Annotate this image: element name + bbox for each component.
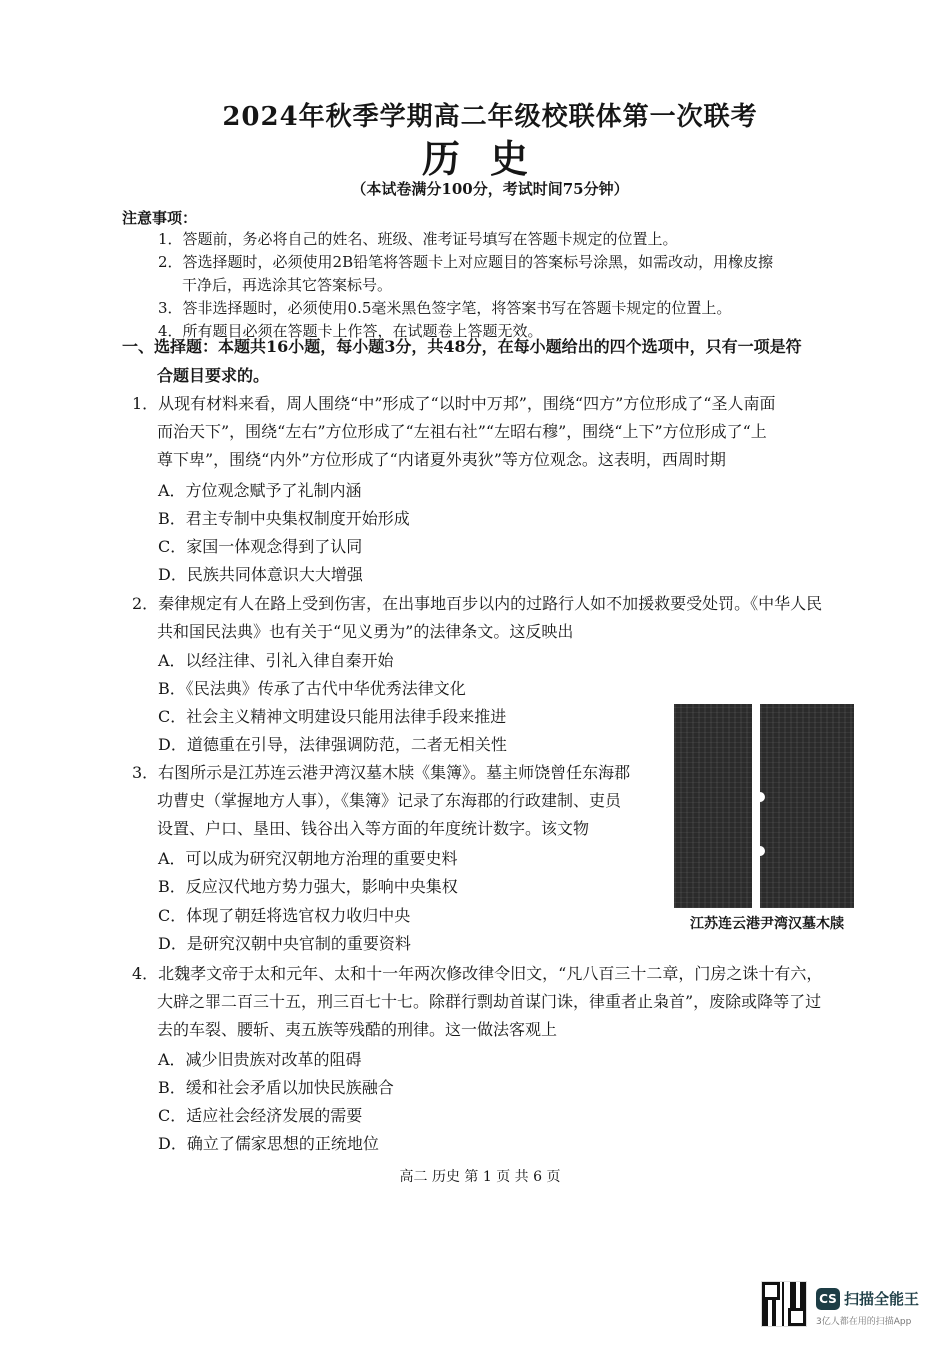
exam-title: 2024年秋季学期高二年级校联体第一次联考	[222, 102, 758, 132]
question-3-line-3: 设置、户口、垦田、钱谷出入等方面的年度统计数字。该文物	[157, 819, 590, 838]
question-4-line-1: 4．北魏孝文帝于太和元年、太和十一年两次修改律令旧文，“凡八百三十二章，门房之诛十有六，	[132, 964, 823, 983]
exam-info: （本试卷满分100分，考试时间75分钟）	[351, 180, 629, 198]
question-1-option-b: B．君主专制中央集权制度开始形成	[158, 509, 410, 528]
scanner-tagline: 3亿人都在用的扫描App	[816, 1317, 912, 1327]
wooden-slip-photo	[674, 704, 854, 908]
question-4-line-2: 大辟之罪二百三十五，刑三百七十七。除群行剽劫首谋门诛，律重者止枭首”，废除或降等了过	[157, 992, 822, 1011]
question-3-option-c: C．体现了朝廷将选官权力收归中央	[158, 906, 411, 925]
figure-caption: 江苏连云港尹湾汉墓木牍	[690, 916, 844, 932]
camscanner-logo-icon: CS	[816, 1288, 840, 1310]
question-3-option-b: B．反应汉代地方势力强大，影响中央集权	[158, 877, 458, 896]
question-1-option-a: A．方位观念赋予了礼制内涵	[158, 481, 362, 500]
question-2-option-d: D．道德重在引导，法律强调防范，二者无相关性	[158, 735, 507, 754]
question-1-option-d: D．民族共同体意识大大增强	[158, 565, 363, 584]
question-3-line-2: 功曹史（掌握地方人事），《集簿》记录了东海郡的行政建制、吏员	[157, 791, 622, 810]
question-2-option-c: C．社会主义精神文明建设只能用法律手段来推进	[158, 707, 507, 726]
wooden-slip-left	[674, 704, 752, 908]
qr-code-icon	[762, 1282, 806, 1326]
wooden-slip-right	[760, 704, 854, 908]
question-3-option-a: A．可以成为研究汉朝地方治理的重要史料	[158, 849, 458, 868]
question-2-option-b: B．《民法典》传承了古代中华优秀法律文化	[158, 679, 466, 698]
notice-item-1: 1．答题前，务必将自己的姓名、班级、准考证号填写在答题卡规定的位置上。	[158, 230, 678, 248]
question-4-option-a: A．减少旧贵族对改革的阻碍	[158, 1050, 362, 1069]
slip-notch-lower	[755, 846, 765, 856]
slip-notch-upper	[755, 792, 765, 802]
question-1-line-3: 尊下卑”，围绕“内外”方位形成了“内诸夏外夷狄”等方位观念。这表明，西周时期	[157, 450, 726, 469]
notice-item-2: 2．答选择题时，必须使用2B铅笔将答题卡上对应题目的答案标号涂黑，如需改动，用橡皮擦	[158, 253, 774, 271]
question-1-line-2: 而治天下”，围绕“左右”方位形成了“左祖右社”“左昭右穆”，围绕“上下”方位形成了“上	[157, 422, 767, 441]
question-2-line-2: 共和国民法典》也有关于“见义勇为”的法律条文。这反映出	[157, 622, 574, 641]
question-2-line-1: 2．秦律规定有人在路上受到伤害，在出事地百步以内的过路行人如不加援救要受处罚。《中华人民	[132, 594, 823, 613]
question-4-option-c: C．适应社会经济发展的需要	[158, 1106, 363, 1125]
notice-heading: 注意事项：	[122, 209, 198, 227]
question-4-option-b: B．缓和社会矛盾以加快民族融合	[158, 1078, 394, 1097]
question-3-line-1: 3．右图所示是江苏连云港尹湾汉墓木牍《集簿》。墓主师饶曾任东海郡	[132, 763, 631, 782]
scanner-brand: 扫描全能王	[844, 1290, 920, 1308]
notice-item-3: 3．答非选择题时，必须使用0.5毫米黑色签字笔，将答案书写在答题卡规定的位置上。	[158, 299, 732, 317]
notice-item-2-cont: 干净后，再选涂其它答案标号。	[182, 276, 393, 294]
question-2-option-a: A．以经注律、引礼入律自秦开始	[158, 651, 394, 670]
scanner-watermark	[762, 1282, 932, 1332]
notice-item-4: 4．所有题目必须在答题卡上作答，在试题卷上答题无效。	[158, 322, 543, 340]
question-4-option-d: D．确立了儒家思想的正统地位	[158, 1134, 379, 1153]
question-1-option-c: C．家国一体观念得到了认同	[158, 537, 363, 556]
section-heading-cont: 合题目要求的。	[157, 366, 270, 385]
page-footer: 高二 历史 第 1 页 共 6 页	[399, 1169, 561, 1185]
question-1-line-1: 1．从现有材料来看，周人围绕“中”形成了“以时中万邦”，围绕“四方”方位形成了“圣人南面	[132, 394, 776, 413]
question-4-line-3: 去的车裂、腰斩、夷五族等残酷的刑律。这一做法客观上	[157, 1020, 558, 1039]
question-3-option-d: D．是研究汉朝中央官制的重要资料	[158, 934, 411, 953]
section-heading: 一、选择题：本题共16小题，每小题3分，共48分，在每小题给出的四个选项中，只有一项是符	[122, 337, 802, 356]
subject-title: 历史	[421, 136, 558, 181]
